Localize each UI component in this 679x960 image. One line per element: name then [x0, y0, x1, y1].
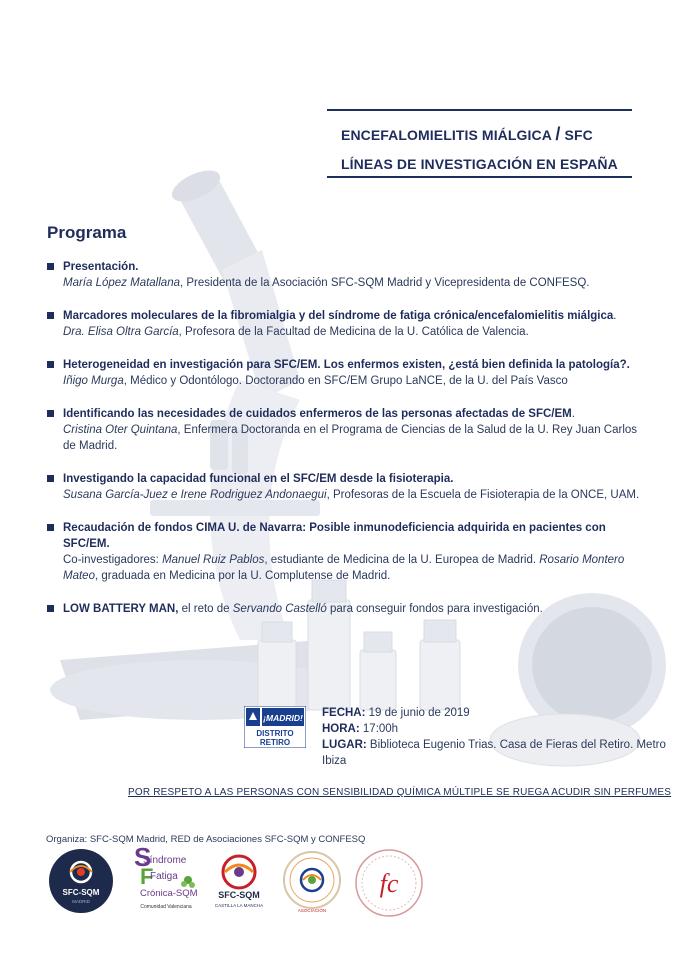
page-title: [341, 119, 618, 179]
fecha-label: FECHA:: [322, 707, 366, 719]
program-item: [47, 308, 647, 340]
item-title-end: .: [571, 408, 575, 420]
title-line-2: LÍNEAS DE INVESTIGACIÓN EN ESPAÑA: [341, 156, 618, 172]
item-title: Investigando la capacidad funcional en el SFC/EM desde la fisioterapia.: [63, 473, 454, 485]
perfume-notice: POR RESPETO A LAS PERSONAS CON SENSIBILIDAD QUÍMICA MÚLTIPLE SE RUEGA ACUDIR SIN PERFUMES: [128, 787, 672, 798]
bullet-square-icon: [47, 524, 54, 531]
program-list: [47, 259, 647, 634]
item-description: [63, 373, 647, 389]
title-top-rule: [327, 109, 632, 111]
speaker-name: Susana García-Juez e Irene Rodriguez Andonaegui: [63, 489, 327, 501]
organiza-text: Organiza: SFC-SQM Madrid, RED de Asociaciones SFC-SQM y CONFESQ: [46, 834, 366, 845]
hora-label: HORA:: [322, 723, 360, 735]
sfc-madrid-text: SFC-SQM: [62, 888, 100, 897]
item-description: [63, 275, 647, 291]
event-details: [322, 705, 679, 769]
svg-text:F: F: [140, 864, 154, 889]
hora-value: 17:00h: [362, 723, 399, 735]
title-bottom-rule: [327, 176, 632, 178]
program-item: [47, 601, 647, 617]
speaker-role: , graduada en Medicina por la U. Complutense de Madrid.: [94, 570, 391, 582]
title-line-1b: SFC: [564, 127, 593, 143]
sfc-madrid-sub: MADRID: [72, 899, 90, 904]
fc-seal-logo: [354, 848, 424, 918]
bullet-square-icon: [47, 361, 54, 368]
speaker-name: Servando Castelló: [232, 603, 327, 615]
speaker-name: Iñigo Murga: [63, 375, 124, 387]
item-description: [63, 324, 647, 340]
item-title: Presentación.: [63, 261, 139, 273]
item-title: LOW BATTERY MAN,: [63, 603, 179, 615]
speaker-role: , Profesora de la Facultad de Medicina de la U. Católica de Valencia.: [178, 326, 529, 338]
asociacion-text: ASOCIACIÓN: [297, 908, 327, 913]
speaker-role: , Presidenta de la Asociación SFC-SQM Madrid y Vicepresidenta de CONFESQ.: [179, 277, 590, 289]
lugar-value: Biblioteca Eugenio Trias. Casa de Fieras del Retiro. Metro Ibiza: [322, 739, 666, 767]
item-description: [63, 422, 647, 454]
bullet-square-icon: [47, 410, 54, 417]
speaker-role: , estudiante de Medicina de la U. Europea de Madrid.: [264, 554, 540, 566]
fecha-value: 19 de junio de 2019: [368, 707, 470, 719]
madrid-distrito-retiro-logo: [244, 706, 306, 748]
program-item: [47, 357, 647, 389]
program-item: [47, 471, 647, 503]
title-slash: /: [555, 124, 561, 144]
item-description: [63, 487, 647, 503]
program-item: [47, 520, 647, 584]
item-title: Heterogeneidad en investigación para SFC/EM. Los enfermos existen, ¿está bien definida la patología?.: [63, 359, 630, 371]
valencia-line4: Comunidad Valenciana: [140, 904, 192, 910]
item-text: el reto de: [178, 603, 233, 615]
program-item: [47, 406, 647, 454]
valencia-line3: Crónica-SQM: [140, 888, 198, 899]
castilla-sub: CASTILLA LA MANCHA: [214, 903, 264, 908]
madrid-logo-retiro: RETIRO: [259, 738, 291, 747]
fc-text: fc: [379, 869, 399, 898]
speaker-name: Rosario Montero Mateo: [63, 554, 625, 582]
bullet-square-icon: [47, 263, 54, 270]
sfc-sqm-castilla-logo: [211, 852, 267, 914]
madrid-logo-text: ¡MADRID!: [263, 713, 303, 723]
lugar-label: LUGAR:: [322, 739, 367, 751]
speaker-role: , Profesoras de la Escuela de Fisioterapia de la ONCE, UAM.: [326, 489, 640, 501]
sfc-sqm-madrid-logo: [48, 848, 114, 914]
item-title: Recaudación de fondos CIMA U. de Navarra: Posible inmunodeficiencia adquirida en pacientes con SFC/EM.: [63, 522, 606, 550]
speaker-name: Dra. Elisa Oltra García: [63, 326, 179, 338]
bullet-square-icon: [47, 605, 54, 612]
svg-text:S: S: [134, 846, 152, 872]
program-item: [47, 259, 647, 291]
bullet-square-icon: [47, 475, 54, 482]
item-title: Identificando las necesidades de cuidados enfermeros de las personas afectadas de SFC/EM: [63, 408, 572, 420]
co-investigators-label: Co-investigadores:: [63, 554, 163, 566]
item-description: [63, 552, 647, 584]
speaker-role: , Médico y Odontólogo. Doctorando en SFC/EM Grupo LaNCE, de la U. del País Vasco: [123, 375, 568, 387]
asociacion-logo: [280, 850, 344, 916]
item-title-end: .: [613, 310, 617, 322]
valencia-line2: Fatiga: [150, 871, 178, 882]
speaker-name: Manuel Ruiz Pablos: [162, 554, 265, 566]
speaker-name: Cristina Oter Quintana: [63, 424, 178, 436]
sindrome-fatiga-cronica-logo: [130, 846, 202, 916]
valencia-line1: Síndrome: [143, 855, 187, 866]
speaker-role: , Enfermera Doctoranda en el Programa de Ciencias de la Salud de la U. Rey Juan Carlos de Madrid.: [63, 424, 638, 452]
madrid-logo-distrito: DISTRITO: [256, 729, 294, 738]
speaker-name: María López Matallana: [63, 277, 180, 289]
castilla-text: SFC-SQM: [218, 890, 260, 900]
item-text: para conseguir fondos para investigación.: [326, 603, 543, 615]
item-title: Marcadores moleculares de la fibromialgia y del síndrome de fatiga crónica/encefalomielitis miálgica: [63, 310, 614, 322]
bullet-square-icon: [47, 312, 54, 319]
title-line-1: ENCEFALOMIELITIS MIÁLGICA: [341, 127, 552, 143]
programa-heading: Programa: [47, 223, 127, 242]
